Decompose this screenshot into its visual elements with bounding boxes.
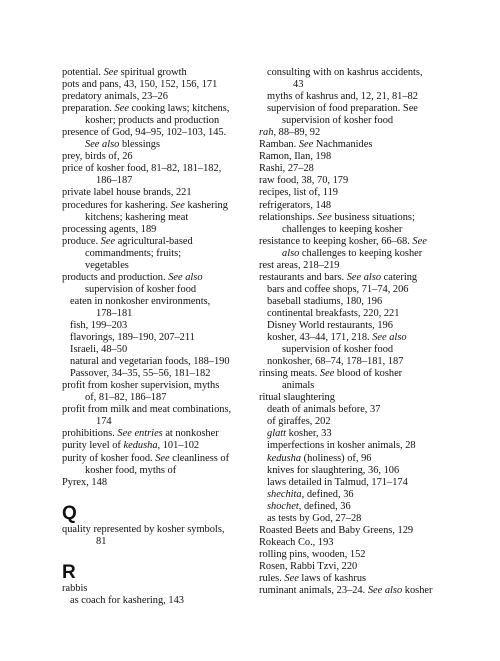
index-entry-text: prey, birds of, 26 bbox=[62, 151, 133, 163]
index-entry-text: myths of kashrus and, 12, 21, 81–82 bbox=[267, 91, 418, 103]
index-entry-line bbox=[259, 272, 459, 284]
index-entry-line bbox=[259, 453, 459, 465]
index-entry-line bbox=[259, 163, 459, 175]
index-entry-text: resistance to keeping kosher, 66–68. bbox=[259, 235, 413, 247]
index-entry-line bbox=[259, 573, 459, 585]
index-entry-italic: See also bbox=[85, 139, 120, 151]
index-entry-italic: rah bbox=[259, 127, 274, 139]
index-entry-line bbox=[62, 380, 252, 392]
index-entry-line bbox=[259, 236, 459, 248]
index-entry-line bbox=[62, 115, 252, 127]
index-entry-line bbox=[259, 404, 459, 416]
index-entry-line bbox=[259, 248, 459, 260]
index-entry-text: (holiness) of, 96 bbox=[301, 452, 372, 464]
index-entry-text: relationships. bbox=[259, 211, 318, 223]
index-entry-text: Pyrex, 148 bbox=[62, 476, 108, 488]
index-entry-text: ruminant animals, 23–24. bbox=[259, 585, 368, 597]
index-entry-italic: See bbox=[298, 139, 314, 151]
index-entry-line bbox=[62, 127, 252, 139]
index-entry-line bbox=[62, 284, 252, 296]
index-entry-line bbox=[259, 296, 459, 308]
index-entry-text: rules. bbox=[259, 572, 285, 584]
index-entry-italic: See bbox=[170, 199, 185, 211]
index-entry-text: consulting with on kashrus accidents, bbox=[267, 67, 423, 78]
index-entry-line bbox=[259, 308, 459, 320]
index-entry-line bbox=[62, 356, 252, 368]
index-entry-text: profit from kosher supervision, myths bbox=[62, 380, 220, 392]
index-entry-text: Nachmanides bbox=[313, 139, 373, 151]
index-entry-line bbox=[259, 561, 459, 573]
index-entry-text: supervision of kosher food bbox=[282, 115, 394, 127]
index-entry-text: recipes, list of, 119 bbox=[259, 187, 338, 199]
index-entry-text: laws of kashrus bbox=[298, 572, 367, 584]
index-entry-text: blood of kosher bbox=[334, 368, 403, 380]
index-entry-line bbox=[62, 416, 252, 428]
index-entry-text: , defined, 36 bbox=[301, 488, 354, 500]
index-entry-line bbox=[259, 115, 459, 127]
index-entry-line bbox=[259, 67, 459, 79]
section-letter-heading: R bbox=[62, 561, 76, 583]
index-entry-text: supervision of kosher food bbox=[85, 283, 197, 295]
index-entry-text: quality represented by kosher symbols, bbox=[62, 523, 225, 535]
index-entry-text: Disney World restaurants, 196 bbox=[267, 319, 393, 331]
index-entry-text: 81 bbox=[96, 535, 107, 547]
index-entry-text: animals bbox=[282, 380, 315, 392]
index-entry-text: preparation. bbox=[62, 103, 115, 115]
index-entry-text: kosher food, myths of bbox=[85, 464, 177, 476]
index-entry-italic: See bbox=[103, 67, 118, 78]
index-entry-text: potential. bbox=[62, 67, 104, 78]
index-entry-text: of, 81–82, 186–187 bbox=[85, 392, 167, 404]
index-entry-italic: See also bbox=[372, 332, 407, 344]
index-entry-line bbox=[259, 151, 459, 163]
index-entry-line bbox=[62, 103, 252, 115]
index-entry-text: supervision of kosher food bbox=[282, 344, 394, 356]
index-entry-line bbox=[62, 79, 252, 91]
index-entry-text: kosher; products and production bbox=[85, 115, 220, 127]
index-entry-text: supervision of food preparation. See bbox=[267, 103, 418, 115]
index-entry-line bbox=[259, 200, 459, 212]
index-entry-line bbox=[62, 151, 252, 163]
index-entry-text: cooking laws; kitchens, bbox=[128, 103, 230, 115]
index-entry-italic: glatt bbox=[267, 428, 287, 440]
index-entry-line bbox=[259, 465, 459, 477]
index-entry-line bbox=[259, 549, 459, 561]
index-entry-text: baseball stadiums, 180, 196 bbox=[267, 295, 383, 307]
index-entry-line bbox=[62, 296, 252, 308]
index-entry-text: profit from milk and meat combinations, bbox=[62, 404, 232, 416]
index-entry-text: predatory animals, 23–26 bbox=[62, 91, 168, 103]
index-entry-text: kitchens; kashering meat bbox=[85, 211, 189, 223]
index-entry-italic: also bbox=[282, 247, 300, 259]
index-entry-line bbox=[259, 477, 459, 489]
index-entry-line bbox=[62, 404, 252, 416]
index-entry-line bbox=[62, 392, 252, 404]
index-entry-text: price of kosher food, 81–82, 181–182, bbox=[62, 163, 222, 175]
index-entry-text: agricultural-based bbox=[115, 235, 193, 247]
section-gap bbox=[62, 489, 252, 504]
index-entry-text: as tests by God, 27–28 bbox=[267, 512, 362, 524]
index-entry-line bbox=[259, 260, 459, 272]
index-entry-line bbox=[62, 332, 252, 344]
index-entry-line bbox=[62, 344, 252, 356]
index-entry-text: , defined, 36 bbox=[298, 500, 351, 512]
index-entry-text: imperfections in kosher animals, 28 bbox=[267, 440, 416, 452]
index-entry-text: rolling pins, wooden, 152 bbox=[259, 548, 366, 560]
index-entry-text: natural and vegetarian foods, 188–190 bbox=[70, 356, 230, 368]
section-letter-heading: Q bbox=[62, 502, 77, 524]
index-entry-text: spiritual growth bbox=[117, 67, 187, 78]
index-entry-text: cleanliness of bbox=[169, 452, 230, 464]
index-entry-line bbox=[259, 224, 459, 236]
index-entry-text: Rosen, Rabbi Tzvi, 220 bbox=[259, 560, 358, 572]
index-entry-line bbox=[259, 356, 459, 368]
index-entry-text: Roasted Beets and Baby Greens, 129 bbox=[259, 524, 414, 536]
index-entry-text: procedures for kashering. bbox=[62, 199, 171, 211]
index-entry-text: as coach for kashering, 143 bbox=[70, 594, 184, 606]
index-entry-line bbox=[259, 187, 459, 199]
index-entry-text: refrigerators, 148 bbox=[259, 199, 332, 211]
index-entry-text: continental breakfasts, 220, 221 bbox=[267, 307, 400, 319]
index-entry-text: eaten in nonkosher environments, bbox=[70, 295, 211, 307]
index-entry-line bbox=[259, 212, 459, 224]
index-entry-text: Passover, 34–35, 55–56, 181–182 bbox=[70, 368, 211, 380]
index-entry-italic: See bbox=[317, 211, 332, 223]
index-entry-text: Ramban. bbox=[259, 139, 299, 151]
index-entry-line bbox=[62, 320, 252, 332]
index-entry-line bbox=[259, 537, 459, 549]
index-entry-text: purity of kosher food. bbox=[62, 452, 156, 464]
index-entry-line bbox=[259, 440, 459, 452]
index-entry-line bbox=[259, 103, 459, 115]
index-entry-italic: See bbox=[100, 235, 116, 247]
index-entry-text: nonkosher, 68–74, 178–181, 187 bbox=[267, 356, 404, 368]
index-entry-text: products and production. bbox=[62, 271, 169, 283]
index-entry-line bbox=[259, 489, 459, 501]
index-entry-line bbox=[62, 175, 252, 187]
index-entry-line bbox=[62, 524, 252, 536]
index-entry-text: commandments; fruits; bbox=[85, 247, 182, 259]
index-entry-line bbox=[259, 380, 459, 392]
index-entry-line bbox=[62, 428, 252, 440]
index-entry-italic: See bbox=[412, 235, 427, 247]
index-entry-text: Rashi, 27–28 bbox=[259, 163, 314, 175]
index-column-right bbox=[259, 67, 459, 597]
index-entry-line bbox=[259, 416, 459, 428]
index-entry-line bbox=[62, 91, 252, 103]
index-entry-text: challenges to keeping kosher bbox=[299, 247, 423, 259]
index-entry-line bbox=[62, 272, 252, 284]
index-entry-text: fish, 199–203 bbox=[70, 319, 128, 331]
index-entry-text: challenges to keeping kosher bbox=[282, 223, 403, 235]
index-entry-text: prohibitions. bbox=[62, 428, 118, 440]
index-entry-line bbox=[62, 236, 252, 248]
index-entry-italic: See bbox=[284, 572, 299, 584]
index-column-left bbox=[62, 67, 252, 607]
index-entry-italic: See bbox=[114, 103, 129, 115]
index-entry-text: knives for slaughtering, 36, 106 bbox=[267, 464, 400, 476]
index-entry-line bbox=[62, 248, 252, 260]
index-entry-text: blessings bbox=[119, 139, 161, 151]
index-entry-line bbox=[259, 139, 459, 151]
index-entry-line bbox=[259, 127, 459, 139]
index-entry-line bbox=[259, 175, 459, 187]
index-entry-line bbox=[259, 320, 459, 332]
index-entry-line bbox=[259, 501, 459, 513]
index-entry-italic: See also bbox=[168, 271, 203, 283]
index-entry-line bbox=[259, 525, 459, 537]
index-entry-text: bars and coffee shops, 71–74, 206 bbox=[267, 283, 409, 295]
index-entry-text: 178–181 bbox=[96, 307, 133, 319]
index-entry-text: , 88–89, 92 bbox=[273, 127, 321, 139]
index-entry-line bbox=[259, 585, 459, 597]
index-entry-line bbox=[62, 139, 252, 151]
index-entry-line bbox=[259, 79, 459, 91]
index-entry-line bbox=[62, 465, 252, 477]
index-entry-line bbox=[62, 453, 252, 465]
index-entry-line bbox=[62, 187, 252, 199]
index-entry-text: kosher bbox=[402, 585, 433, 597]
index-entry-text: Rokeach Co., 193 bbox=[259, 536, 334, 548]
index-entry-line bbox=[259, 368, 459, 380]
index-entry-line bbox=[62, 308, 252, 320]
index-entry-line bbox=[259, 513, 459, 525]
index-entry-line bbox=[62, 224, 252, 236]
index-entry-text: processing agents, 189 bbox=[62, 223, 157, 235]
index-entry-line bbox=[259, 332, 459, 344]
index-entry-text: Israeli, 48–50 bbox=[70, 344, 128, 356]
index-entry-text: kosher, 33 bbox=[286, 428, 332, 440]
index-entry-italic: See entries bbox=[117, 428, 163, 440]
index-entry-line bbox=[62, 212, 252, 224]
index-entry-italic: See also bbox=[367, 585, 403, 597]
index-entry-text: laws detailed in Talmud, 171–174 bbox=[267, 476, 408, 488]
index-entry-text: private label house brands, 221 bbox=[62, 187, 192, 199]
index-entry-text: 174 bbox=[96, 416, 112, 428]
index-entry-text: catering bbox=[381, 271, 418, 283]
index-entry-text: Ramon, Ilan, 198 bbox=[259, 151, 332, 163]
index-entry-text: rinsing meats. bbox=[259, 368, 320, 380]
index-entry-text: , 101–102 bbox=[157, 440, 200, 452]
index-entry-line bbox=[62, 67, 252, 79]
index-entry-text: vegetables bbox=[85, 259, 129, 271]
index-entry-line bbox=[62, 536, 252, 548]
index-entry-line bbox=[259, 284, 459, 296]
index-entry-line bbox=[259, 91, 459, 103]
index-entry-text: death of animals before, 37 bbox=[267, 404, 381, 416]
index-entry-line bbox=[62, 583, 252, 595]
index-entry-text: raw food, 38, 70, 179 bbox=[259, 175, 349, 187]
index-entry-text: business situations; bbox=[331, 211, 415, 223]
index-entry-text: at nonkosher bbox=[162, 428, 219, 440]
index-entry-text: kosher, 43–44, 171, 218. bbox=[267, 332, 373, 344]
index-entry-text: 186–187 bbox=[96, 175, 133, 187]
index-entry-line bbox=[62, 163, 252, 175]
index-entry-text: produce. bbox=[62, 235, 101, 247]
index-entry-text: rest areas, 218–219 bbox=[259, 259, 340, 271]
index-entry-italic: shechita bbox=[267, 488, 302, 500]
index-entry-italic: See bbox=[155, 452, 170, 464]
index-entry-text: restaurants and bars. bbox=[259, 271, 347, 283]
index-entry-text: pots and pans, 43, 150, 152, 156, 171 bbox=[62, 79, 218, 91]
index-entry-line bbox=[62, 260, 252, 272]
index-entry-text: rabbis bbox=[62, 582, 88, 594]
index-entry-italic: See bbox=[319, 368, 335, 380]
index-entry-line bbox=[259, 344, 459, 356]
index-entry-line bbox=[62, 477, 252, 489]
index-entry-text: ritual slaughtering bbox=[259, 392, 335, 404]
index-entry-italic: kedusha bbox=[123, 440, 158, 452]
index-entry-line bbox=[62, 368, 252, 380]
index-entry-text: of giraffes, 202 bbox=[267, 416, 331, 428]
index-entry-line bbox=[259, 392, 459, 404]
index-entry-text: 43 bbox=[293, 79, 304, 91]
index-entry-line bbox=[62, 200, 252, 212]
index-entry-text: presence of God, 94–95, 102–103, 145. bbox=[62, 127, 227, 139]
index-entry-text: purity level of bbox=[62, 440, 124, 452]
index-entry-text: flavorings, 189–190, 207–211 bbox=[70, 332, 195, 344]
index-entry-line bbox=[62, 440, 252, 452]
index-entry-line bbox=[62, 595, 252, 607]
index-entry-italic: kedusha bbox=[267, 452, 302, 464]
index-entry-italic: shochet bbox=[267, 500, 299, 512]
index-entry-italic: See also bbox=[346, 271, 382, 283]
index-entry-text: kashering bbox=[184, 199, 228, 211]
section-gap bbox=[62, 548, 252, 563]
index-entry-line bbox=[259, 428, 459, 440]
